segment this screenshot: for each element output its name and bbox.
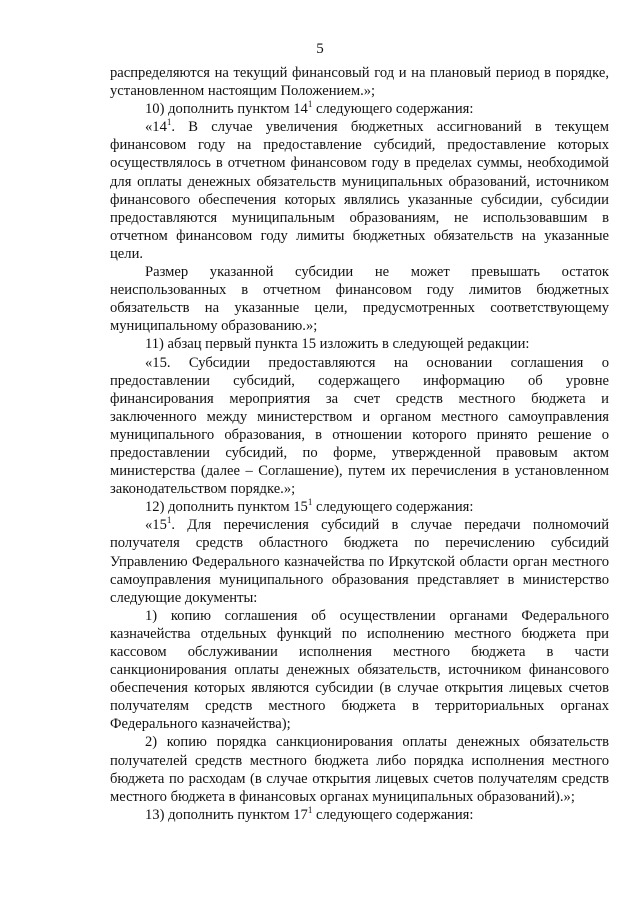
document-body: [110, 64, 609, 824]
paragraph-text: 2) копию порядка санкционирования оплаты денежных обязательств получателей средств местного бюджета либо порядка исполнения местного бюджета по расходам (в случае открытия лицевых счетов получателям средств местного бюджета в финансовых органах муниципальных образований).»;: [110, 734, 609, 805]
page-number: 5: [316, 41, 324, 57]
paragraph: [110, 516, 609, 606]
superscript: 1: [307, 497, 313, 508]
paragraph: [110, 733, 609, 805]
superscript: 1: [166, 515, 172, 526]
paragraph: [110, 354, 609, 499]
paragraph: [110, 100, 609, 118]
paragraph-text: «14: [145, 119, 167, 136]
paragraph-text: 11) абзац первый пункта 15 изложить в следующей редакции:: [145, 336, 530, 353]
paragraph-text: 12) дополнить пунктом 15: [145, 499, 308, 516]
paragraph-text-continued: следующего содержания:: [312, 101, 474, 118]
paragraph: [110, 806, 609, 824]
paragraph: [110, 263, 609, 335]
paragraph-text-continued: . Для перечисления субсидий в случае передачи полномочий получателя средств областного бюджета по перечислению субсидий Управлению Федерального казначейства по Иркутской области орган местного самоуправления муниципального образования представляет в министерство следующие документы:: [110, 517, 609, 606]
superscript: 1: [307, 99, 313, 110]
paragraph-text: 10) дополнить пунктом 14: [145, 101, 308, 118]
paragraph-text-continued: . В случае увеличения бюджетных ассигнований в текущем финансовом году на предоставление субсидий, предоставление которых осуществлялось в отчетном финансовом году в пределах суммы, необходимой для оплаты денежных обязательств муниципальных образований, источником финансового обеспечения которых являлись указанные субсидии, субсидии предоставляются муниципальным образованиям, не использовавшим в отчетном финансовом году лимиты бюджетных обязательств на указанные цели.: [110, 119, 609, 262]
paragraph-text: «15: [145, 517, 167, 534]
paragraph-text-continued: следующего содержания:: [312, 499, 474, 516]
paragraph-text: «15. Субсидии предоставляются на основании соглашения о предоставлении субсидий, содержащего информацию об уровне финансирования мероприятия за счет средств местного бюджета и заключенного между министерством и органом местного самоуправления муниципального образования, в отношении которого принято решение о предоставлении субсидий, по форме, утвержденной правовым актом министерства (далее – Соглашение), путем их перечисления в установленном законодательством порядке.»;: [110, 354, 609, 498]
superscript: 1: [307, 804, 313, 815]
paragraph-text-continued: следующего содержания:: [312, 806, 474, 823]
paragraph: [110, 118, 609, 263]
paragraph: [110, 64, 609, 100]
paragraph-text: распределяются на текущий финансовый год и на плановый период в порядке, установленном настоящим Положением.»;: [110, 65, 609, 100]
superscript: 1: [166, 117, 172, 128]
paragraph-text: 1) копию соглашения об осуществлении органами Федерального казначейства отдельных функций по исполнению местного бюджета при кассовом обслуживании исполнения местного бюджета в части санкционирования оплаты денежных обязательств, источником финансового обеспечения которых являются субсидии (в случае открытия лицевых счетов получателям средств местного бюджета в территориальных органах Федерального казначейства);: [110, 607, 609, 733]
paragraph: [110, 498, 609, 516]
paragraph-text: Размер указанной субсидии не может превышать остаток неиспользованных в отчетном финансовом году лимитов бюджетных обязательств на указанные цели, предусмотренных соответствующему муниципальному образованию.»;: [110, 264, 609, 335]
paragraph-text: 13) дополнить пунктом 17: [145, 806, 308, 823]
paragraph: [110, 335, 609, 353]
paragraph: [110, 607, 609, 734]
